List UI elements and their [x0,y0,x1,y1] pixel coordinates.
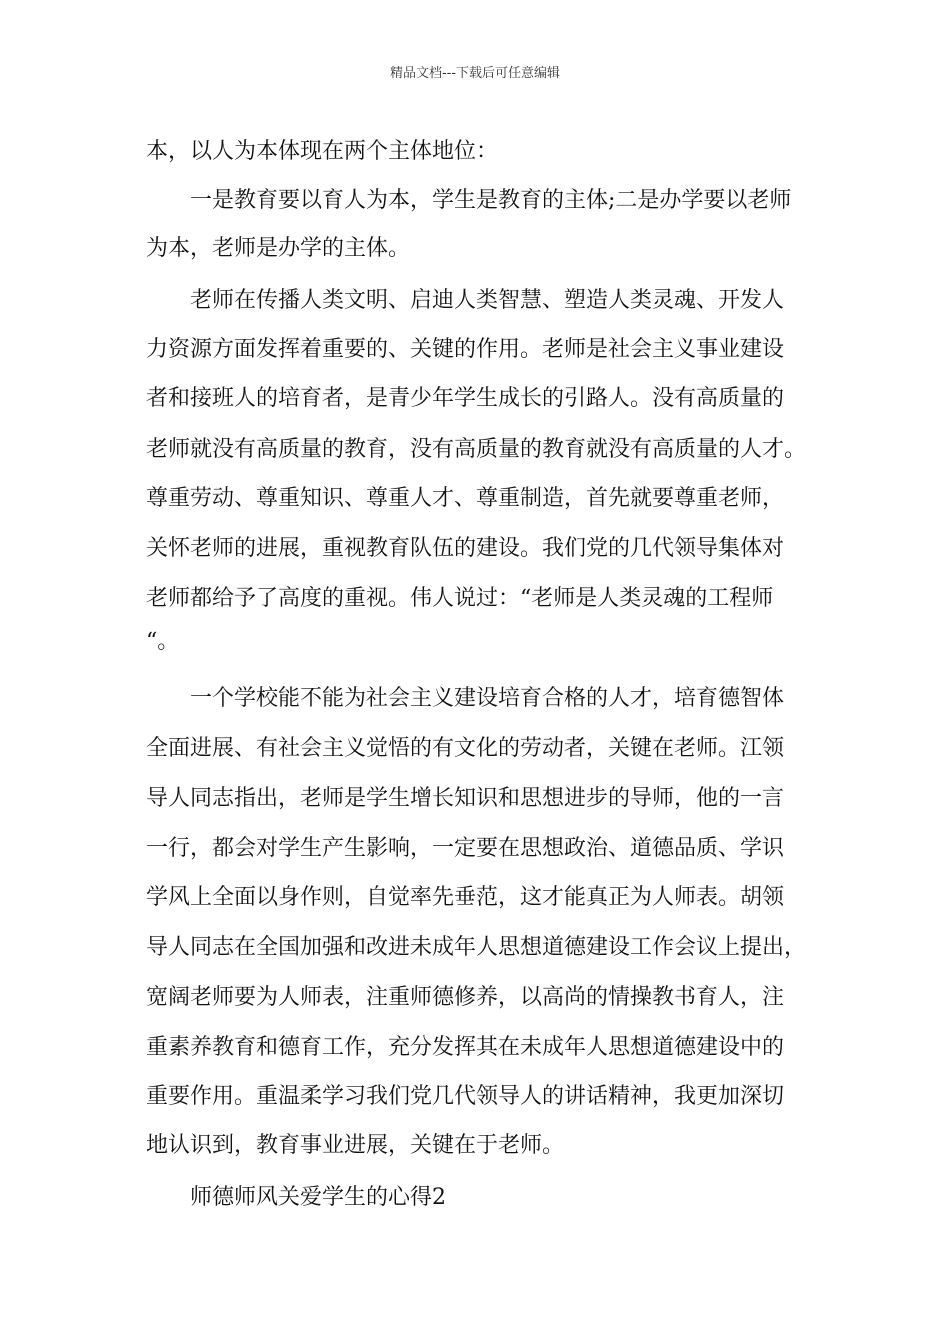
text-line: 地认识到，教育事业进展，关键在于老师。 [146,1133,565,1158]
paragraph-first-line: 一个学校能不能为社会主义建设培育合格的人才，培育德智体 [190,686,785,711]
text-line: 者和接班人的培育者，是青少年学生成长的引路人。没有高质量的 [146,386,785,411]
text-line: 一行，都会对学生产生影响，一定要在思想政治、道德品质、学识 [146,836,785,861]
text-line: 老师都给予了高度的重视。伟人说过：“老师是人类灵魂的工程师 [146,586,774,611]
text-line: 宽阔老师要为人师表，注重师德修养，以高尚的情操教书育人，注 [146,985,785,1010]
text-line: 尊重劳动、尊重知识、尊重人才、尊重制造，首先就要尊重老师， [146,486,785,511]
paragraph-first-line: 老师在传播人类文明、启迪人类智慧、塑造人类灵魂、开发人 [190,288,785,313]
text-line: 重要作用。重温柔学习我们党几代领导人的讲话精神，我更加深切 [146,1084,785,1109]
text-line: 重素养教育和德育工作，充分发挥其在未成年人思想道德建设中的 [146,1035,785,1060]
text-line: 全面进展、有社会主义觉悟的有文化的劳动者，关键在老师。江领 [146,736,785,761]
text-line: 学风上全面以身作则，自觉率先垂范，这才能真正为人师表。胡领 [146,885,785,910]
text-line: “。 [146,629,180,654]
text-line: 关怀老师的进展，重视教育队伍的建设。我们党的几代领导集体对 [146,536,785,561]
text-line: 导人同志指出，老师是学生增长知识和思想进步的导师，他的一言 [146,786,785,811]
paragraph-first-line: 一是教育要以育人为本，学生是教育的主体;二是办学要以老师 [190,188,792,213]
text-line: 导人同志在全国加强和改进未成年人思想道德建设工作会议上提出， [146,935,807,960]
text-line: 本，以人为本体现在两个主体地位： [146,139,499,164]
text-line: 为本，老师是办学的主体。 [146,236,411,261]
section-title: 师德师风关爱学生的心得2 [190,1185,446,1210]
text-line: 老师就没有高质量的教育，没有高质量的教育就没有高质量的人才。 [146,437,807,462]
page-header: 精品文档---下载后可任意编辑 [389,66,561,81]
text-line: 力资源方面发挥着重要的、关键的作用。老师是社会主义事业建设 [146,337,785,362]
